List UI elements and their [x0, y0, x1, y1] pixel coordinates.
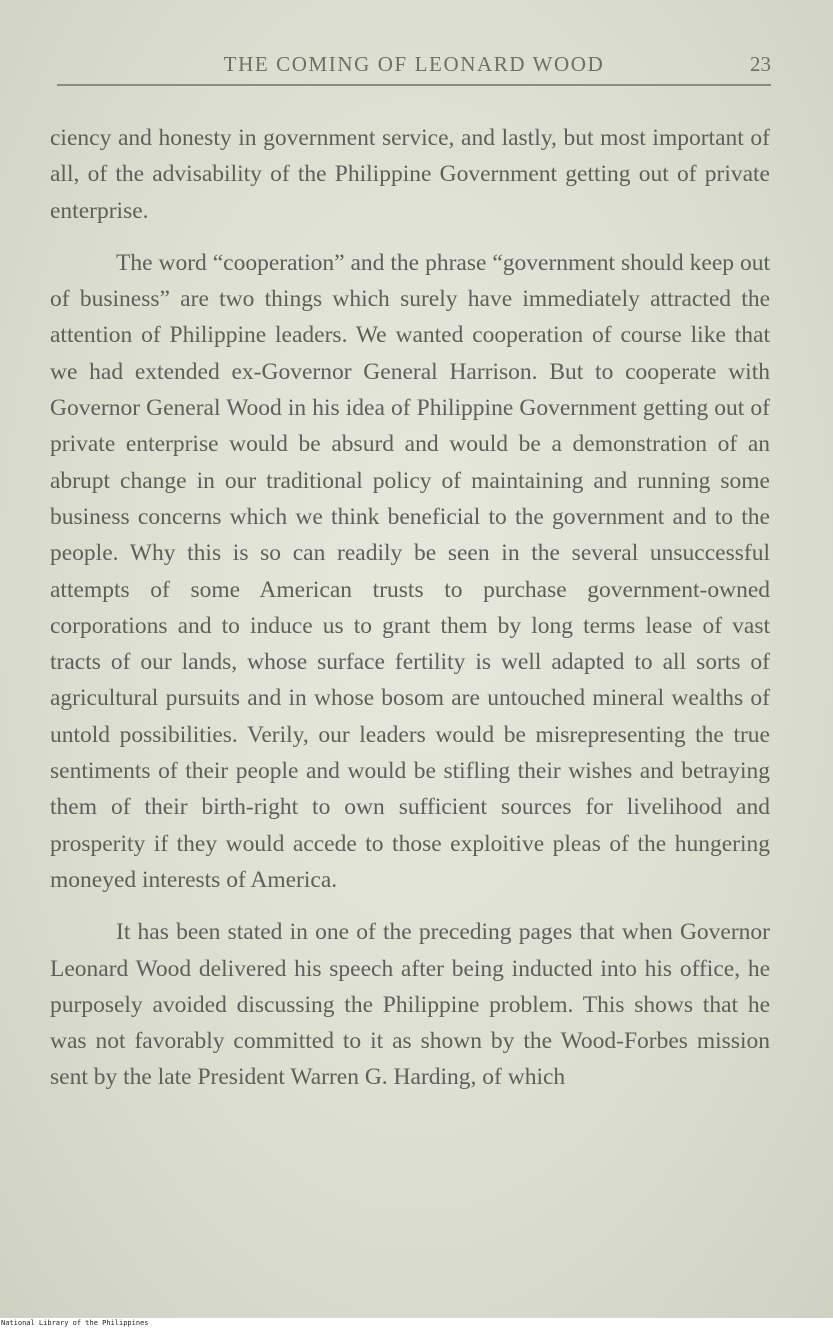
running-title: THE COMING OF LEONARD WOOD — [223, 52, 605, 76]
body-text — [50, 120, 770, 1112]
paragraph-cooperation: The word “cooperation” and the phrase “government should keep out of business” are two things which surely have immediately attracted the attention of Philippine leaders. We wanted cooperation of course like that we had extended ex-Governor General Harrison. But to cooperate with Governor General Wood in his idea of Philippine Government getting out of private enterprise would be absurd and would be a demonstration of an abrupt change in our traditional policy of maintaining and running some business concerns which we think beneficial to the government and to the people. Why this is so can readily be seen in the several unsuccessful attempts of some American trusts to purchase government-owned corporations and to induce us to grant them by long terms lease of vast tracts of our lands, whose surface fertility is well adapted to all sorts of agricultural pursuits and in whose bosom are untouched mineral wealths of untold possibilities. Verily, our leaders would be misrepresenting the true sentiments of their people and would be stifling their wishes and betraying them of their birth-right to own sufficient sources for livelihood and prosperity if they would accede to those exploitive pleas of the hungering moneyed interests of America. — [50, 249, 770, 893]
paragraph-continuation: ciency and honesty in government service, and lastly, but most important of all, of the advisability of the Philippine Government getting out of private enterprise. — [50, 125, 770, 224]
library-credit: National Library of the Philippines — [0, 1318, 833, 1328]
page-number: 23 — [750, 52, 771, 76]
page-header — [57, 48, 771, 86]
paragraph-wood-forbes: It has been stated in one of the preceding pages that when Governor Leonard Wood delivered his speech after being inducted into his office, he purposely avoided discussing the Philippine problem. This shows that he was not favorably committed to it as shown by the Wood-Forbes mission sent by the late President Warren G. Harding, of which — [50, 919, 770, 1091]
